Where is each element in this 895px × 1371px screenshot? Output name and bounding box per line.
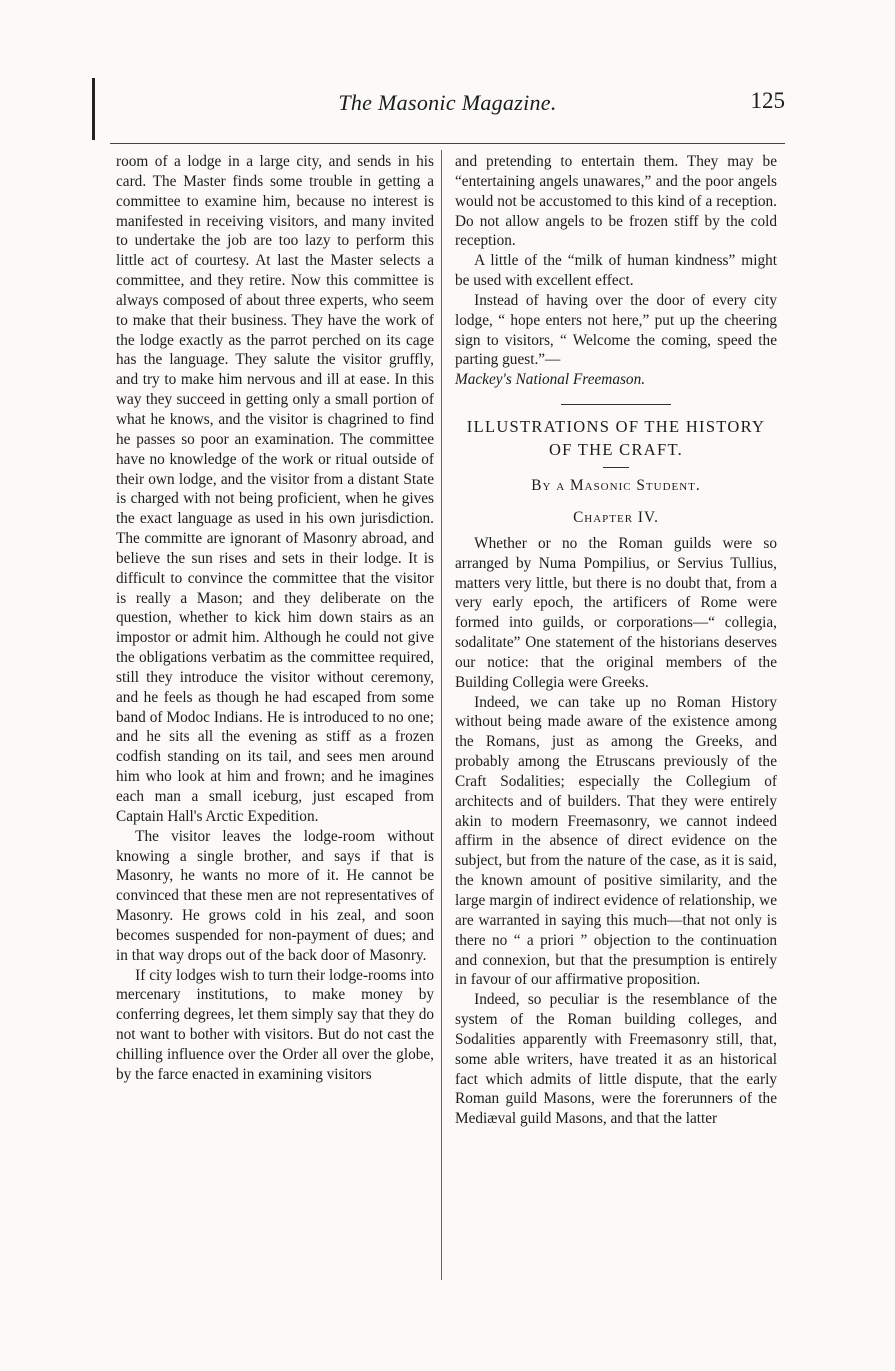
- paragraph: Instead of having over the door of every city lodge, “ hope enters not here,” put up the cheering sign to visitors, “ Welcome the coming, speed the parting guest.”—: [455, 291, 777, 369]
- paragraph: room of a lodge in a large city, and sends in his card. The Master finds some trouble in getting a committee to examine him, because no interest is manifested in receiving visitors, and many invited to undertake the job are too lazy to perform this little act of courtesy. At last the Master selects a committee, and they retire. Now this committee is always composed of about three experts, who seem to make that their business. They have the work of the lodge exactly as the parrot perched on its cage has the language. They salute the visitor gruffly, and try to make him nervous and ill at ease. In this way they succeed in getting only a small portion of what he knows, and the visitor is chagrined to find he passes so poor an examination. The committee have no knowledge of the work or ritual outside of their own lodge, and the visitor from a distant State is charged with not being proficient, when he gives the exact language as used in his own jurisdiction. The committe are ignorant of Masonry abroad, and believe the sun rises and sets in their lodge. It is difficult to convince the committee that the visitor is really a Mason; and they deliberate on the question, whether to kick him down stairs as an impostor or admit him. Although he could not give the obligations verbatim as the committee required, still they introduce the visitor without ceremony, and he feels as though he had escaped from some band of Modoc Indians. He is introduced to no one; and he sits all the evening as stiff as a frozen codfish standing on its tail, and sees men around him who look at him and frown; and he imagines each man a small iceburg, just escaped from Captain Hall's Arctic Expedition.: [116, 153, 434, 825]
- section-rule: [561, 404, 671, 405]
- right-column: [455, 152, 777, 1129]
- left-column: [116, 152, 434, 1085]
- paragraph: Whether or no the Roman guilds were so arranged by Numa Pompilius, or Servius Tullius, matters very little, but there is no doubt that, from a very early epoch, the artificers of Rome were formed into guilds, or corporations—“ collegia, sodalitate” One statement of the historians deserves our notice: that the original members of the Building Collegia were Greeks.: [455, 534, 777, 691]
- header-rule: [110, 143, 785, 144]
- page-number: 125: [750, 88, 785, 113]
- chapter-heading: Chapter IV.: [573, 508, 659, 526]
- title-rule: [603, 467, 629, 468]
- paragraph: If city lodges wish to turn their lodge-rooms into mercenary institutions, to make money by conferring degrees, let them simply say that they do not want to bother with visitors. But do not cast the chilling influence over the Order all over the globe, by the farce enacted in examining visitors: [116, 966, 434, 1083]
- running-title: The Masonic Magazine.: [338, 90, 557, 115]
- paragraph: A little of the “milk of human kindness” might be used with excellent effect.: [455, 252, 777, 290]
- source-citation: Mackey's National Freemason.: [455, 371, 646, 389]
- byline: By a Masonic Student.: [531, 477, 701, 495]
- margin-mark: [92, 78, 95, 140]
- article-title: ILLUSTRATIONS OF THE HISTORY OF THE CRAFT.: [466, 417, 766, 460]
- paragraph: Indeed, we can take up no Roman History without being made aware of the existence among the Romans, just as among the Greeks, and probably among the Etruscans previously of the Craft Sodalities; especially the Collegium of architects and of builders. That they were entirely akin to modern Freemasonry, we cannot indeed affirm in the absence of direct evidence on the subject, but from the nature of the case, as it is said, the known amount of positive similarity, and the large margin of indirect evidence of relationship, we are warranted in saying this much—that not only is there no “ a priori ” objection to the continuation and connexion, but that the presumption is entirely in favour of our affirmative proposition.: [455, 693, 777, 989]
- paragraph: Indeed, so peculiar is the resemblance of the system of the Roman building colleges, and Sodalities apparently with Freemasonry still, that, some able writers, have treated it as an historical fact which admits of little dispute, that the early Roman guild Masons, were the forerunners of the Mediæval guild Masons, and that the latter: [455, 991, 777, 1128]
- page-header: [110, 84, 785, 124]
- paragraph: The visitor leaves the lodge-room without knowing a single brother, and says if that is Masonry, he wants no more of it. He cannot be convinced that these men are not representatives of Masonry. He grows cold in his zeal, and soon becomes suspended for non-payment of dues; and in that way drops out of the back door of Masonry.: [116, 827, 434, 964]
- paragraph: and pretending to entertain them. They may be “entertaining angels unawares,” and the poor angels would not be accustomed to this kind of a reception. Do not allow angels to be frozen stiff by the cold reception.: [455, 153, 777, 250]
- column-divider: [441, 150, 442, 1280]
